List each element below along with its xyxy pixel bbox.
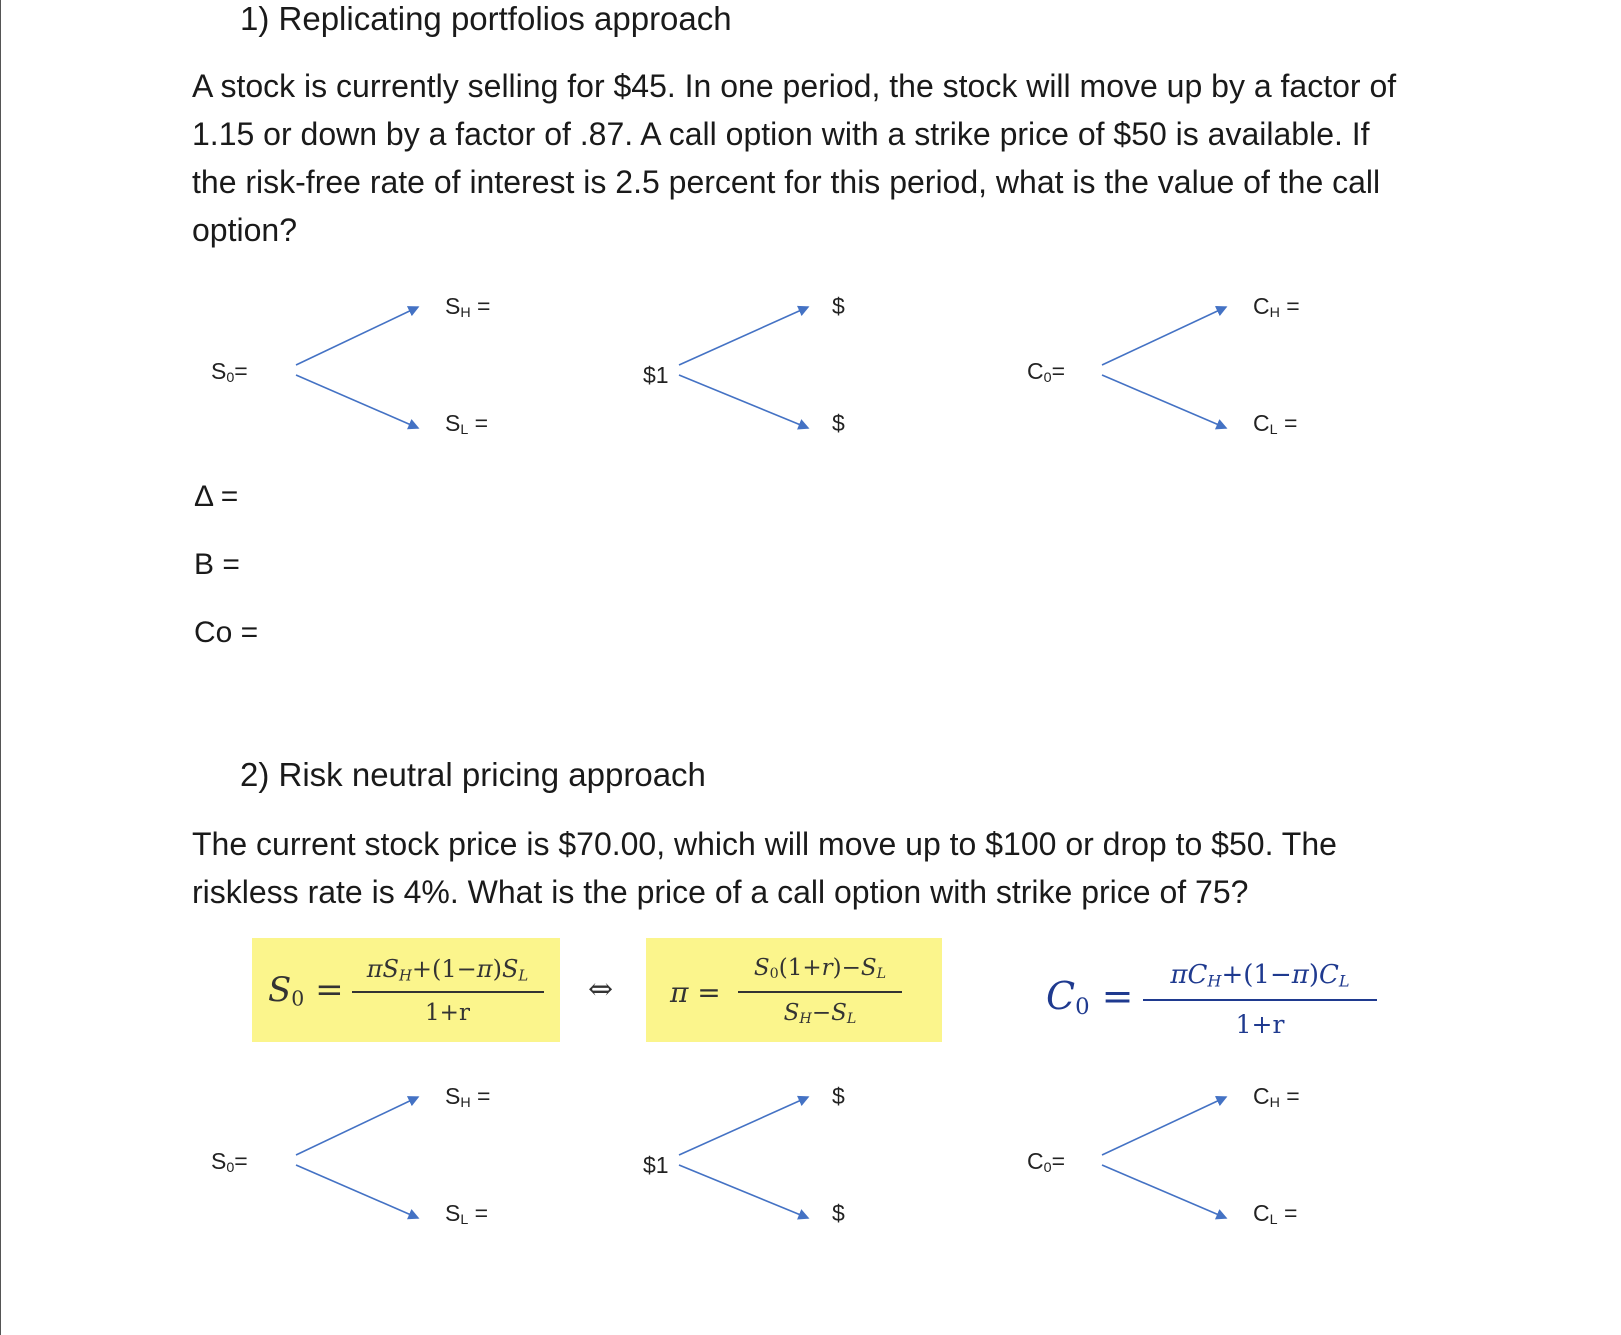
call-price-formula-numerator: $\pi C_H+(1-\pi)C_L$ bbox=[1170, 960, 1350, 991]
stock-tree2-root: $S_0=$ bbox=[211, 1148, 248, 1177]
delta-answer-label: Δ = bbox=[194, 480, 239, 513]
call-tree2-down: $C_L$ = bbox=[1253, 1200, 1298, 1229]
bond-tree1-root: $1 bbox=[643, 362, 669, 388]
bond-tree1-down: $ bbox=[832, 410, 845, 436]
risk-neutral-prob-formula-numerator: $S_0(1+r)-S_L$ bbox=[753, 955, 887, 983]
bond-amount-answer-label: B = bbox=[194, 548, 240, 581]
call-tree2-up: $C_H$ = bbox=[1253, 1083, 1300, 1112]
bond-tree2-up-branch bbox=[679, 1097, 808, 1155]
stock-price-formula-lhs: $S_0$ = bbox=[268, 970, 344, 1011]
risk-neutral-prob-formula-denominator: $S_H-S_L$ bbox=[783, 1000, 857, 1028]
stock-tree2-down-branch bbox=[296, 1165, 418, 1218]
bond-tree2-up: $ bbox=[832, 1083, 845, 1109]
call-price-formula-denominator: 1+r bbox=[1235, 1010, 1285, 1039]
section1-problem-text: A stock is currently selling for $45. In one period, the stock will move up by a factor of 1.15 or down by a factor of .87. A call option with a strike price of $50 is available. If the risk-free rate of interest is 2.5 percent for this period, what is the value of the call option? bbox=[192, 68, 1397, 248]
call-tree2-down-branch bbox=[1102, 1165, 1226, 1218]
bond-tree1-up: $ bbox=[832, 293, 845, 319]
stock-tree2-up-branch bbox=[296, 1097, 418, 1155]
call-tree2-root: $C_0=$ bbox=[1027, 1148, 1065, 1177]
bond-tree2-down: $ bbox=[832, 1200, 845, 1226]
call-tree1-down: $C_L$ = bbox=[1253, 410, 1298, 439]
bond-tree2-root: $1 bbox=[643, 1152, 669, 1178]
risk-neutral-prob-formula-lhs: π = bbox=[670, 976, 721, 1009]
call-tree1-up: $C_H$ = bbox=[1253, 293, 1300, 322]
stock-tree1-root: $S_0=$ bbox=[211, 358, 248, 387]
section1-heading: 1) Replicating portfolios approach bbox=[240, 0, 732, 37]
stock-tree1-down: $S_L$ = bbox=[445, 410, 489, 439]
equivalence-icon: ⇔ bbox=[588, 972, 614, 1007]
stock-tree2-up: $S_H$ = bbox=[445, 1083, 491, 1112]
call-tree1-root: $C_0=$ bbox=[1027, 358, 1065, 387]
stock-tree2-down: $S_L$ = bbox=[445, 1200, 489, 1229]
call-tree2-up-branch bbox=[1102, 1097, 1226, 1155]
stock-price-formula-numerator: $\pi S_H+(1-\pi)S_L$ bbox=[366, 955, 529, 985]
section2-heading: 2) Risk neutral pricing approach bbox=[240, 756, 706, 793]
bond-tree2-down-branch bbox=[679, 1165, 808, 1218]
call-price-formula-lhs: $C_0$ = bbox=[1046, 974, 1134, 1021]
call-value-answer-label: Co = bbox=[194, 616, 259, 649]
stock-tree1-up: $S_H$ = bbox=[445, 293, 491, 322]
stock-price-formula-denominator: 1+r bbox=[425, 1000, 470, 1026]
section2-problem-text: The current stock price is $70.00, which will move up to $100 or drop to $50. The riskless rate is 4%. What is the price of a call option with strike price of 75? bbox=[192, 826, 1337, 910]
